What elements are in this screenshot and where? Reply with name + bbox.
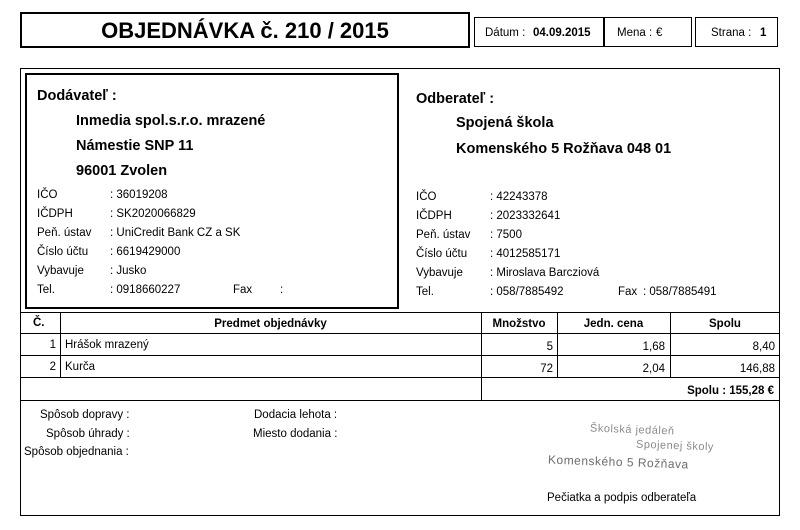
table-row2-line [20, 377, 780, 378]
payment-label: Spôsob úhrady : [46, 428, 130, 440]
col-header-num: Č. [33, 317, 45, 329]
date-value: 04.09.2015 [533, 27, 591, 39]
supplier-street: Námestie SNP 11 [76, 138, 194, 154]
row-qty: 72 [540, 363, 553, 375]
page-label: Strana : [711, 27, 752, 39]
currency-label: Mena : [617, 27, 653, 39]
col-header-total: Spolu [709, 318, 741, 330]
supplier-bank-label: Peň. ústav [37, 227, 92, 239]
row-num: 1 [49, 339, 56, 351]
customer-contact-label: Vybavuje [416, 267, 463, 279]
customer-contact-value: : Miroslava Barcziová [490, 267, 600, 279]
row-price: 2,04 [642, 363, 665, 375]
supplier-fax-value: : [280, 284, 284, 296]
table-header-line [20, 333, 780, 334]
stamp-line: Spojenej školy [635, 438, 715, 454]
supplier-name: Inmedia spol.s.r.o. mrazené [76, 113, 266, 129]
col-header-price: Jedn. cena [583, 318, 644, 330]
supplier-ico-label: IČO [37, 189, 58, 201]
supplier-phone-label: Tel. [37, 284, 55, 296]
stamp-line: Školská jedáleň [589, 422, 675, 438]
supplier-fax-label: Fax [233, 284, 253, 296]
page-value: 1 [760, 27, 767, 39]
customer-account-label: Číslo účtu [416, 248, 468, 260]
date-label: Dátum : [485, 27, 526, 39]
row-total: 146,88 [739, 363, 775, 375]
supplier-phone-value: : 0918660227 [110, 284, 181, 296]
customer-street: Komenského 5 Rožňava 048 01 [456, 141, 672, 157]
row-total: 8,40 [752, 341, 775, 353]
customer-account-value: : 4012585171 [490, 248, 561, 260]
order-method-label: Spôsob objednania : [24, 446, 129, 458]
row-price: 1,68 [642, 341, 665, 353]
supplier-account-label: Číslo účtu [37, 246, 89, 258]
customer-phone-label: Tel. [416, 286, 434, 298]
table-top-line [20, 312, 780, 313]
customer-icdph-value: : 2023332641 [490, 210, 561, 222]
supplier-contact-value: : Jusko [110, 265, 147, 277]
customer-phone-value: : 058/7885492 [490, 286, 564, 298]
row-qty: 5 [546, 341, 553, 353]
supplier-contact-label: Vybavuje [37, 265, 84, 277]
supplier-heading: Dodávateľ : [37, 88, 117, 104]
customer-heading: Odberateľ : [416, 91, 495, 107]
stamp-line: Komenského 5 Rožňava [547, 452, 689, 472]
supplier-city: 96001 Zvolen [76, 163, 168, 179]
delivery-time-label: Dodacia lehota : [254, 409, 338, 421]
row-num: 2 [49, 361, 56, 373]
customer-fax-value: : 058/7885491 [643, 286, 717, 298]
transport-label: Spôsob dopravy : [40, 409, 130, 421]
signature-label: Pečiatka a podpis odberateľa [547, 492, 697, 504]
table-row1-line [20, 355, 780, 356]
supplier-icdph-label: IČDPH [37, 208, 73, 220]
customer-icdph-label: IČDPH [416, 210, 452, 222]
customer-bank-value: : 7500 [490, 229, 522, 241]
table-sum: Spolu : 155,28 € [687, 385, 774, 397]
customer-bank-label: Peň. ústav [416, 229, 471, 241]
customer-fax-label: Fax [618, 286, 638, 298]
row-item: Hrášok mrazený [65, 339, 149, 351]
supplier-bank-value: : UniCredit Bank CZ a SK [110, 227, 241, 239]
row-item: Kurča [65, 361, 96, 373]
customer-ico-value: : 42243378 [490, 191, 548, 203]
col-header-qty: Množstvo [492, 318, 546, 330]
delivery-place-label: Miesto dodania : [253, 428, 338, 440]
document-title: OBJEDNÁVKA č. 210 / 2015 [101, 18, 389, 43]
supplier-account-value: : 6619429000 [110, 246, 181, 258]
currency-value: € [656, 27, 663, 39]
supplier-icdph-value: : SK2020066829 [110, 208, 196, 220]
customer-name: Spojená škola [456, 115, 554, 131]
supplier-ico-value: : 36019208 [110, 189, 168, 201]
customer-ico-label: IČO [416, 191, 437, 203]
col-header-item: Predmet objednávky [214, 318, 327, 330]
table-sum-line [20, 400, 780, 401]
